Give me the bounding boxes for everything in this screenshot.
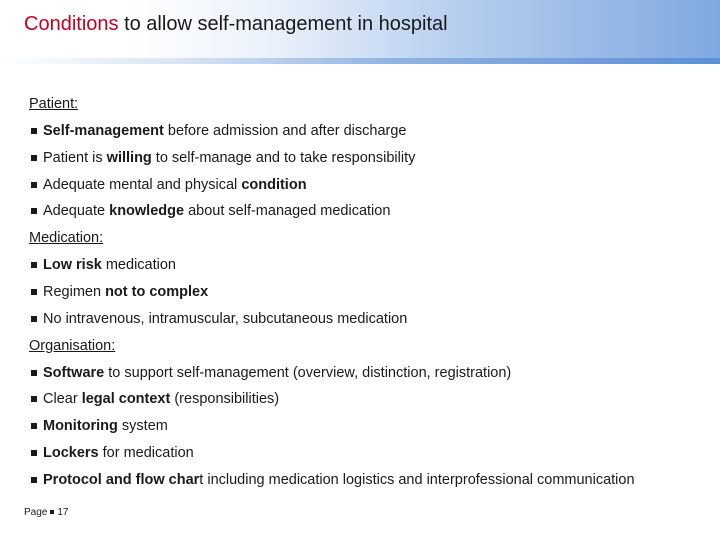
bullet-text: to support self-management (overview, distinction, registration)	[104, 364, 512, 381]
bullet-text: Regimen	[43, 283, 106, 300]
square-bullet-icon	[31, 370, 37, 376]
bullet-text: Adequate mental and physical	[43, 176, 242, 193]
square-bullet-icon	[31, 155, 37, 161]
bullet-item	[29, 283, 714, 310]
slide-title-rest: to allow self-management in hospital	[118, 13, 448, 35]
bullet-text-bold: Self-management	[43, 123, 164, 139]
bullet-text-bold: Low risk	[43, 257, 102, 274]
bullet-text-bold: willing	[106, 149, 152, 166]
bullet-text: No intravenous, intramuscular, subcutaneous medication	[43, 310, 408, 327]
bullet-item	[29, 390, 714, 417]
square-bullet-icon	[31, 262, 37, 268]
bullet-dot-icon	[50, 510, 54, 514]
square-bullet-icon	[31, 396, 37, 402]
square-bullet-icon	[31, 423, 37, 429]
page-number: 17	[57, 507, 69, 518]
bullet-text-bold: knowledge	[109, 203, 185, 220]
square-bullet-icon	[31, 208, 37, 214]
square-bullet-icon	[31, 450, 37, 456]
bullet-text-bold: not to complex	[105, 283, 209, 300]
bullet-item	[29, 417, 714, 444]
bullet-text-bold: legal context	[81, 391, 171, 408]
square-bullet-icon	[31, 316, 37, 322]
bullet-text: for medication	[98, 444, 194, 461]
square-bullet-icon	[31, 289, 37, 295]
slide-content	[29, 95, 714, 498]
square-bullet-icon	[31, 477, 37, 483]
bullet-text: to self-manage and to take responsibility	[151, 149, 416, 166]
slide-title-accent: Conditions	[24, 13, 119, 35]
page-footer	[24, 507, 68, 519]
bullet-item	[29, 149, 714, 176]
bullet-item	[29, 310, 714, 337]
bullet-text: medication	[101, 257, 176, 274]
bullet-item	[29, 256, 714, 283]
bullet-text-bold: Software	[43, 364, 105, 381]
bullet-text: Adequate	[43, 203, 110, 220]
bullet-text-bold: Protocol and flow char	[43, 471, 200, 488]
bullet-text: t including medication logistics and interprofessional communication	[199, 471, 635, 488]
bullet-text-bold: Monitoring	[43, 418, 118, 435]
bullet-item	[29, 471, 714, 498]
bullet-item	[29, 364, 714, 391]
square-bullet-icon	[31, 182, 37, 188]
bullet-item	[29, 202, 714, 229]
slide-title	[24, 11, 448, 37]
bullet-text: system	[117, 418, 168, 435]
bullet-text: Patient is	[43, 149, 107, 166]
bullet-text-bold: condition	[241, 176, 307, 193]
section-label: Patient:	[29, 96, 79, 112]
section-label: Medication:	[29, 230, 104, 247]
bullet-item	[29, 176, 714, 203]
page-label: Page	[24, 507, 48, 518]
bullet-item	[29, 122, 714, 149]
bullet-text: about self-managed medication	[184, 203, 391, 220]
bullet-text-bold: Lockers	[43, 444, 99, 461]
bullet-text: Clear	[43, 391, 82, 408]
bullet-text: (responsibilities)	[170, 391, 280, 408]
bullet-text: before admission and after discharge	[163, 123, 407, 139]
header-divider	[0, 58, 720, 64]
section-label: Organisation:	[29, 337, 116, 354]
square-bullet-icon	[31, 128, 37, 134]
bullet-item	[29, 444, 714, 471]
